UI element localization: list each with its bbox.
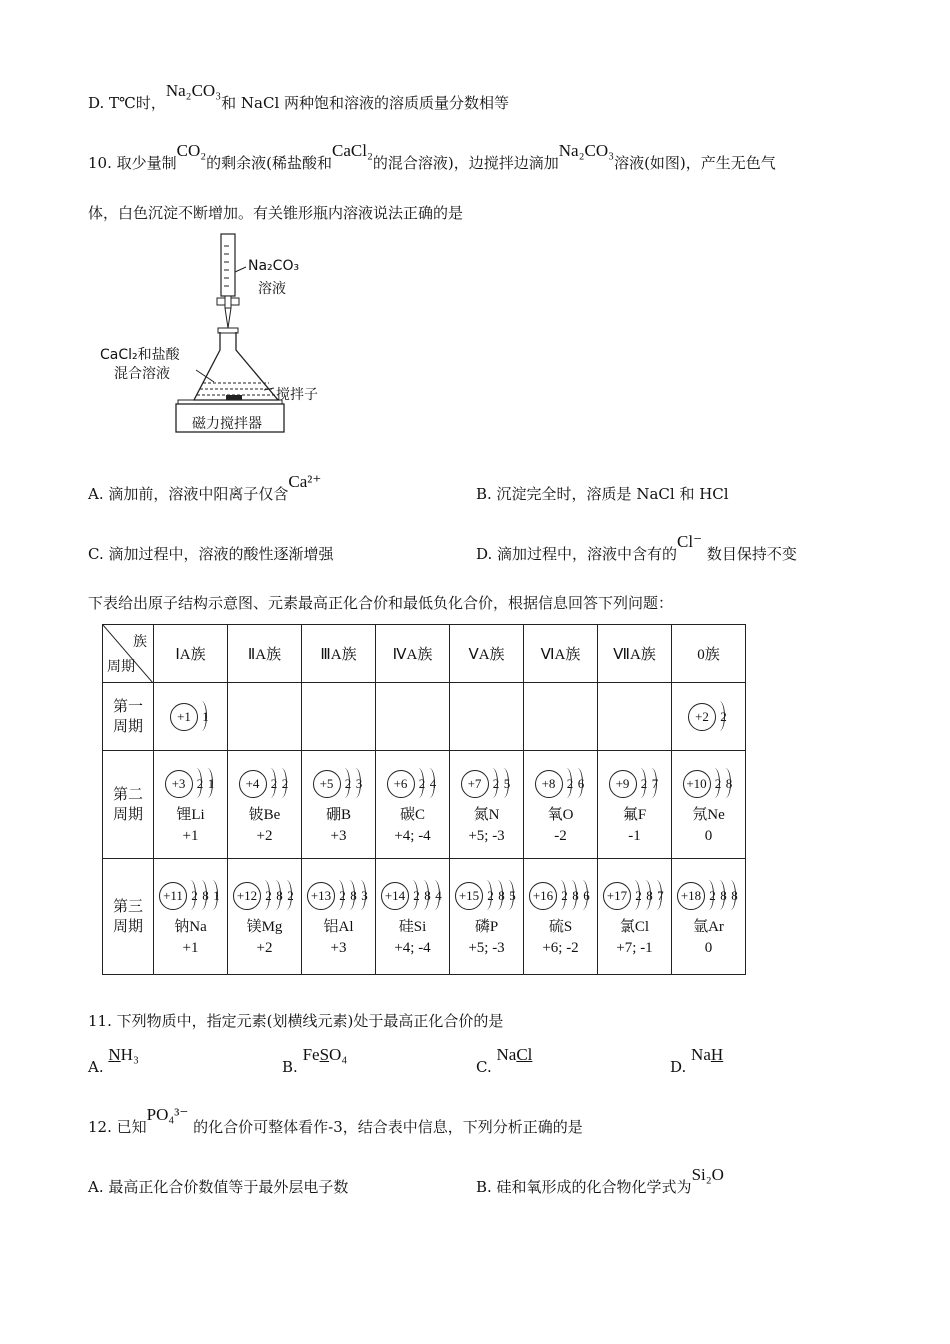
element-name: 氧O — [547, 806, 574, 823]
group-header: ⅢA族 — [302, 625, 376, 683]
table-corner: 族 周期 — [103, 625, 154, 683]
nucleus: +3 — [165, 770, 193, 798]
electron-shells — [559, 878, 592, 914]
electron-shells — [195, 766, 217, 802]
element-cell — [672, 683, 746, 751]
electron-shell: 2 — [559, 878, 570, 914]
element-cell — [302, 751, 376, 859]
element-content — [228, 876, 301, 958]
element-valence: -2 — [554, 827, 567, 844]
q12-option-b[interactable]: B. 硅和氧形成的化合物化学式为Si₂O — [476, 1165, 724, 1196]
electron-shell: 8 — [274, 878, 285, 914]
nucleus: +7 — [461, 770, 489, 798]
periodic-table — [102, 624, 746, 975]
electron-shells — [337, 878, 370, 914]
atom-structure-diagram — [159, 876, 222, 916]
element-cell — [450, 859, 524, 975]
electron-shell: 2 — [263, 878, 274, 914]
table-row-period-2 — [103, 751, 746, 859]
nucleus: +8 — [535, 770, 563, 798]
table-intro: 下表给出原子结构示意图、元素最高正化合价和最低负化合价，根据信息回答下列问题： — [88, 594, 674, 612]
element-valence: +5; -3 — [468, 827, 505, 844]
table-row-period-3 — [103, 859, 746, 975]
q11-option-c[interactable]: C. NaCl — [476, 1045, 533, 1076]
q11-option-b[interactable]: B. FeSO₄ — [282, 1045, 348, 1076]
element-cell — [672, 859, 746, 975]
electron-shells — [491, 766, 513, 802]
element-content — [376, 876, 449, 958]
element-name: 氮N — [473, 806, 500, 823]
electron-shell: 4 — [433, 878, 444, 914]
element-name: 钠Na — [174, 918, 207, 935]
formula-na2co3: Na₂CO₃ — [558, 141, 615, 160]
element-content — [228, 764, 301, 846]
nucleus: +5 — [313, 770, 341, 798]
element-name: 铍Be — [248, 806, 281, 823]
group-header: ⅤA族 — [450, 625, 524, 683]
nucleus: +16 — [529, 882, 557, 910]
electron-shell: 8 — [200, 878, 211, 914]
element-name: 氖Ne — [692, 806, 725, 823]
element-content — [524, 764, 597, 846]
nucleus: +13 — [307, 882, 335, 910]
electron-shell: 2 — [713, 766, 724, 802]
atom-structure-diagram — [529, 876, 592, 916]
nucleus: +14 — [381, 882, 409, 910]
electron-shell: 7 — [655, 878, 666, 914]
electron-shell: 3 — [359, 878, 370, 914]
electron-shell: 2 — [343, 766, 354, 802]
q9-option-d: D. T℃时，Na₂CO₃和 NaCl 两种饱和溶液的溶质质量分数相等 — [88, 81, 510, 112]
atom-structure-diagram — [683, 764, 735, 804]
element-cell — [376, 859, 450, 975]
element-cell — [154, 751, 228, 859]
element-content — [598, 876, 671, 958]
nucleus: +15 — [455, 882, 483, 910]
electron-shells — [485, 878, 518, 914]
electron-shells — [639, 766, 661, 802]
electron-shell: 2 — [269, 766, 280, 802]
period-label: 第三周期 — [103, 859, 154, 975]
electron-shells — [713, 766, 735, 802]
element-valence: +6; -2 — [542, 939, 579, 956]
electron-shell: 2 — [707, 878, 718, 914]
element-cell — [302, 859, 376, 975]
atom-structure-diagram — [313, 764, 365, 804]
element-valence: +3 — [330, 939, 347, 956]
electron-shells — [263, 878, 296, 914]
element-cell — [376, 751, 450, 859]
element-name: 磷P — [474, 918, 499, 935]
element-name: 碳C — [399, 806, 425, 823]
element-content — [450, 876, 523, 958]
group-header: 0族 — [672, 625, 746, 683]
electron-shells — [269, 766, 291, 802]
element-name: 硼B — [325, 806, 351, 823]
element-cell — [672, 751, 746, 859]
electron-shells — [565, 766, 587, 802]
q10-stem-line1: 10. 取少量制CO₂的剩余液(稀盐酸和CaCl₂的混合溶液)，边搅拌边滴加Na₂CO₃溶液(如图)，产生无色气 — [88, 141, 776, 172]
electron-shell: 2 — [491, 766, 502, 802]
group-header: ⅡA族 — [228, 625, 302, 683]
label-mixture-2: 混合溶液 — [114, 366, 170, 382]
formula-co2: CO₂ — [176, 141, 207, 160]
formula-si2o: Si₂O — [691, 1165, 724, 1184]
electron-shell: 8 — [729, 878, 740, 914]
electron-shell: 2 — [417, 766, 428, 802]
element-content — [672, 764, 745, 846]
electron-shells — [707, 878, 740, 914]
element-name: 硅Si — [398, 918, 427, 935]
element-cell — [154, 683, 228, 751]
element-valence: +4; -4 — [394, 827, 431, 844]
electron-shell: 2 — [411, 878, 422, 914]
atom-structure-diagram — [233, 876, 296, 916]
electron-shell: 8 — [570, 878, 581, 914]
nucleus: +12 — [233, 882, 261, 910]
electron-shell: 1 — [206, 766, 217, 802]
electron-shells — [417, 766, 439, 802]
formula-nh3: NH₃ — [108, 1045, 139, 1064]
electron-shell: 8 — [348, 878, 359, 914]
empty-cell — [524, 683, 598, 751]
element-valence: +3 — [330, 827, 347, 844]
q12-option-a[interactable]: A. 最高正化合价数值等于最外层电子数 — [88, 1178, 349, 1196]
element-name: 氟F — [622, 806, 647, 823]
electron-shell: 2 — [485, 878, 496, 914]
electron-shells — [343, 766, 365, 802]
element-cell — [524, 859, 598, 975]
element-valence: +2 — [256, 939, 273, 956]
atom-structure-diagram — [381, 876, 444, 916]
electron-shell: 8 — [496, 878, 507, 914]
electron-shell: 2 — [337, 878, 348, 914]
element-cell — [598, 859, 672, 975]
electron-shell: 3 — [354, 766, 365, 802]
element-content — [154, 764, 227, 846]
label-solution: 溶液 — [258, 281, 286, 297]
element-content — [598, 764, 671, 846]
electron-shell: 6 — [581, 878, 592, 914]
element-valence: +1 — [182, 827, 199, 844]
formula-nacl: NaCl — [496, 1045, 533, 1064]
atom-structure-diagram — [688, 697, 729, 737]
electron-shell: 5 — [507, 878, 518, 914]
q10-option-c[interactable]: C. 滴加过程中，溶液的酸性逐渐增强 — [88, 545, 334, 563]
electron-shell: 6 — [576, 766, 587, 802]
formula-nah: NaH — [691, 1045, 724, 1064]
element-content — [376, 764, 449, 846]
electron-shell: 2 — [718, 699, 729, 735]
atom-structure-diagram — [677, 876, 740, 916]
atom-structure-diagram — [239, 764, 291, 804]
empty-cell — [376, 683, 450, 751]
empty-cell — [598, 683, 672, 751]
q10-option-a[interactable]: A. 滴加前，溶液中阳离子仅含Ca²⁺ — [88, 472, 322, 503]
label-magnetic-stirrer: 磁力搅拌器 — [192, 416, 262, 432]
element-content — [154, 697, 227, 737]
element-name: 氩Ar — [693, 918, 724, 935]
electron-shell: 2 — [280, 766, 291, 802]
atom-structure-diagram — [165, 764, 217, 804]
electron-shells — [200, 699, 211, 735]
element-name: 氯Cl — [619, 918, 650, 935]
electron-shell: 2 — [633, 878, 644, 914]
element-cell — [524, 751, 598, 859]
element-valence: 0 — [704, 939, 713, 956]
atom-structure-diagram — [609, 764, 661, 804]
nucleus: +11 — [159, 882, 187, 910]
electron-shell: 1 — [200, 699, 211, 735]
element-cell — [598, 751, 672, 859]
period-label: 第二周期 — [103, 751, 154, 859]
element-name: 锂Li — [176, 806, 205, 823]
apparatus-drawing — [96, 232, 336, 442]
electron-shell: 2 — [195, 766, 206, 802]
atom-structure-diagram — [387, 764, 439, 804]
formula-feso4: FeSO₄ — [302, 1045, 348, 1064]
element-content — [672, 697, 745, 737]
nucleus: +4 — [239, 770, 267, 798]
element-content — [302, 876, 375, 958]
electron-shell: 2 — [639, 766, 650, 802]
electron-shells — [633, 878, 666, 914]
group-header: ⅠA族 — [154, 625, 228, 683]
electron-shell: 8 — [718, 878, 729, 914]
nucleus: +9 — [609, 770, 637, 798]
q10-option-b[interactable]: B. 沉淀完全时，溶质是 NaCl 和 HCl — [476, 485, 729, 503]
element-valence: +7; -1 — [616, 939, 653, 956]
element-name: 铝Al — [323, 918, 354, 935]
formula-na2co3: Na₂CO₃ — [165, 81, 222, 100]
electron-shell: 2 — [565, 766, 576, 802]
atom-structure-diagram — [603, 876, 666, 916]
nucleus: +1 — [170, 703, 198, 731]
empty-cell — [228, 683, 302, 751]
electron-shell: 2 — [285, 878, 296, 914]
element-cell — [154, 859, 228, 975]
element-valence: +1 — [182, 939, 199, 956]
electron-shell: 2 — [189, 878, 200, 914]
nucleus: +10 — [683, 770, 711, 798]
group-header: ⅦA族 — [598, 625, 672, 683]
element-content — [302, 764, 375, 846]
atom-structure-diagram — [455, 876, 518, 916]
element-content — [154, 876, 227, 958]
element-content — [672, 876, 745, 958]
electron-shells — [189, 878, 222, 914]
label-stir-bar: 搅拌子 — [276, 387, 318, 403]
nucleus: +2 — [688, 703, 716, 731]
element-valence: 0 — [704, 827, 713, 844]
electron-shell: 8 — [724, 766, 735, 802]
electron-shell: 4 — [428, 766, 439, 802]
element-valence: +5; -3 — [468, 939, 505, 956]
formula-phosphate: PO₄³⁻ — [146, 1105, 189, 1124]
titration-apparatus-figure — [96, 232, 336, 442]
electron-shell: 8 — [644, 878, 655, 914]
atom-structure-diagram — [170, 697, 211, 737]
element-valence: -1 — [628, 827, 641, 844]
element-name: 硫S — [548, 918, 573, 935]
electron-shells — [411, 878, 444, 914]
q11-option-d[interactable]: D. NaH — [670, 1045, 724, 1076]
empty-cell — [450, 683, 524, 751]
label-mixture-1: CaCl₂和盐酸 — [100, 347, 180, 363]
atom-structure-diagram — [461, 764, 513, 804]
atom-structure-diagram — [535, 764, 587, 804]
label-na2co3: Na₂CO₃ — [248, 258, 300, 274]
element-cell — [228, 859, 302, 975]
table-row-period-1 — [103, 683, 746, 751]
element-cell — [228, 751, 302, 859]
electron-shell: 5 — [502, 766, 513, 802]
element-valence: +2 — [256, 827, 273, 844]
element-content — [450, 764, 523, 846]
element-content — [524, 876, 597, 958]
q12-stem: 12. 已知PO₄³⁻ 的化合价可整体看作-3，结合表中信息，下列分析正确的是 — [88, 1105, 583, 1136]
element-name: 镁Mg — [246, 918, 283, 935]
group-header: ⅥA族 — [524, 625, 598, 683]
electron-shell: 8 — [422, 878, 433, 914]
formula-cl-ion: Cl⁻ — [677, 532, 703, 551]
formula-cacl2: CaCl₂ — [332, 141, 373, 160]
formula-ca-ion: Ca²⁺ — [288, 472, 322, 491]
q11-option-a[interactable]: A. NH₃ — [88, 1045, 139, 1076]
electron-shell: 7 — [650, 766, 661, 802]
q10-option-d[interactable]: D. 滴加过程中，溶液中含有的Cl⁻ 数目保持不变 — [476, 532, 797, 563]
q11-stem: 11. 下列物质中，指定元素(划横线元素)处于最高正化合价的是 — [88, 1012, 504, 1030]
electron-shells — [718, 699, 729, 735]
q10-stem-line2: 体，白色沉淀不断增加。有关锥形瓶内溶液说法正确的是 — [88, 204, 464, 222]
atom-structure-diagram — [307, 876, 370, 916]
electron-shell: 1 — [211, 878, 222, 914]
period-label: 第一周期 — [103, 683, 154, 751]
element-cell — [450, 751, 524, 859]
empty-cell — [302, 683, 376, 751]
nucleus: +17 — [603, 882, 631, 910]
nucleus: +18 — [677, 882, 705, 910]
element-valence: +4; -4 — [394, 939, 431, 956]
group-header: ⅣA族 — [376, 625, 450, 683]
nucleus: +6 — [387, 770, 415, 798]
